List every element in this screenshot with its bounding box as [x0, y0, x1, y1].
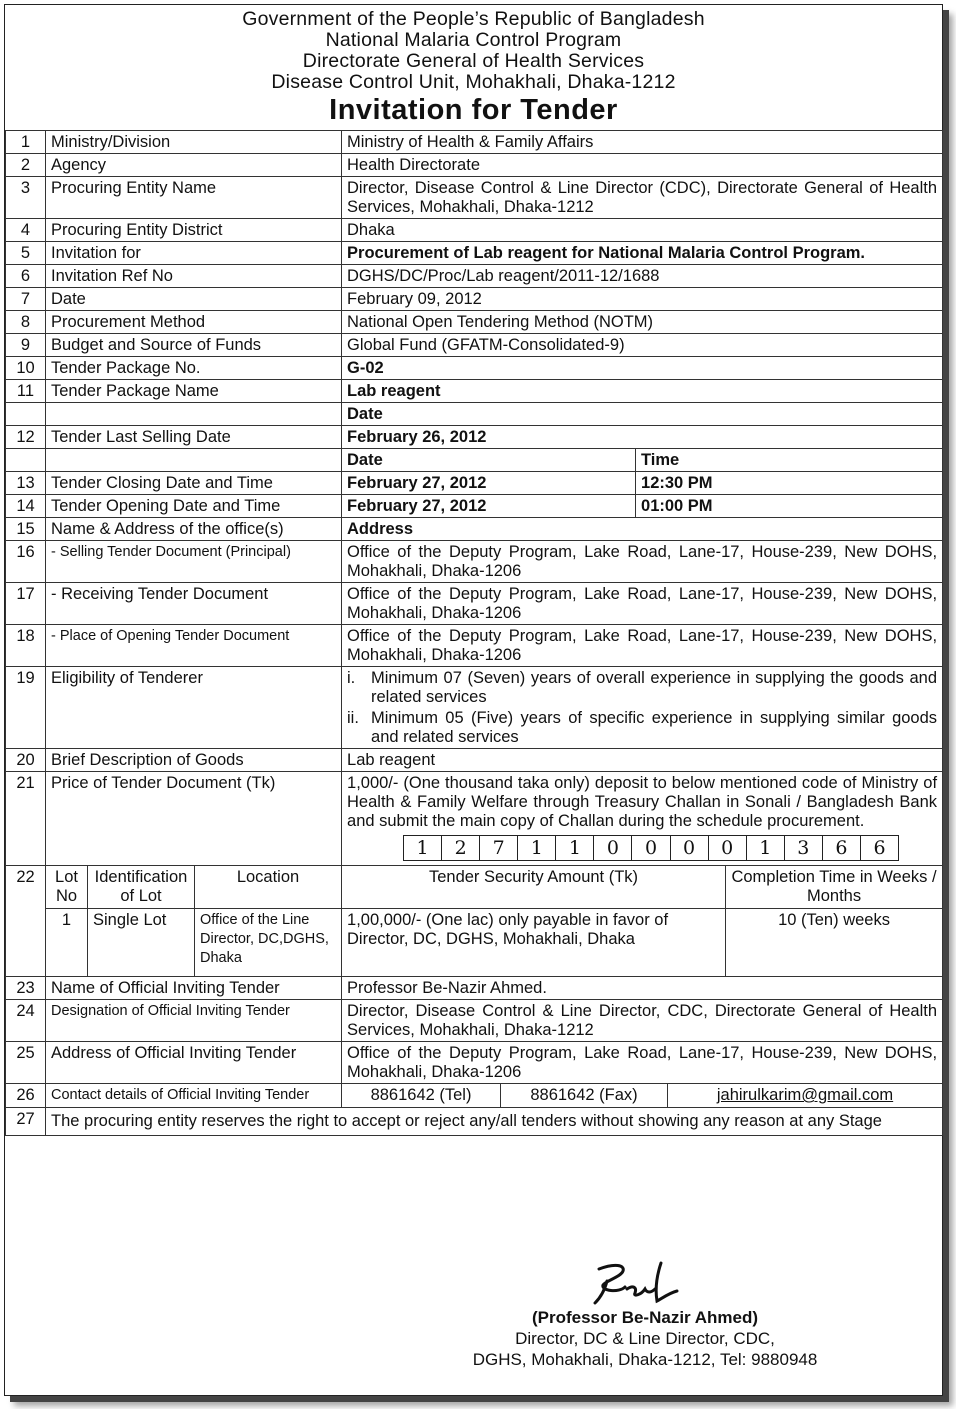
tender-notice	[4, 4, 943, 1396]
row-value: Health Directorate	[342, 154, 943, 177]
tender-table	[5, 130, 943, 1136]
eligibility-item: Minimum 05 (Five) years of specific experience in supplying similar goods and related services	[371, 709, 938, 746]
header-directorate: Directorate General of Health Services	[302, 50, 645, 72]
row-value: Lab reagent	[342, 380, 943, 403]
row-label: - Receiving Tender Document	[46, 583, 342, 625]
table-row: 17 - Receiving Tender Document Office of the Deputy Program, Lake Road, Lane-17, House-239, New DOHS, Mohakhali, Dhaka-1206	[6, 583, 943, 625]
row-label: Procuring Entity District	[46, 219, 342, 242]
time-header: Time	[636, 449, 943, 472]
row-value: February 09, 2012	[342, 288, 943, 311]
code-digit: 1	[518, 836, 556, 860]
row-label: Contact details of Official Inviting Tender	[46, 1084, 342, 1108]
table-row: 8 Procurement Method National Open Tendering Method (NOTM)	[6, 311, 943, 334]
table-row: 27 The procuring entity reserves the right to accept or reject any/all tenders without showing any reason at any Stage	[6, 1108, 943, 1136]
header-program: National Malaria Control Program	[325, 29, 622, 51]
eligibility-list: i. Minimum 07 (Seven) years of overall experience in supplying the goods and related services ii. Minimum 05 (Five) years of specific experience in supplying similar goods and related services	[342, 667, 943, 749]
row-label: Agency	[46, 154, 342, 177]
table-row: 11 Tender Package Name Lab reagent	[6, 380, 943, 403]
table-row: 16 - Selling Tender Document (Principal) Office of the Deputy Program, Lake Road, Lane-17, House-239, New DOHS, Mohakhali, Dhaka-1206	[6, 541, 943, 583]
code-digit: 0	[709, 836, 747, 860]
lot-location: Office of the Line Director, DC,DGHS, Dhaka	[195, 909, 342, 977]
tender-security: 1,00,000/- (One lac) only payable in favor of Director, DC, DGHS, Mohakhali, Dhaka	[342, 909, 726, 977]
table-row: 21 Price of Tender Document (Tk) 1,000/- (One thousand taka only) deposit to below mentioned code of Ministry of Health & Family Welfare through Treasury Challan in Sonali / Bangladesh Bank and submit the main copy of Challan during the schedule procurement. 1 2 7 1 1 0 0 0 0 1 3 6 6	[6, 772, 943, 866]
table-row: 6 Invitation Ref No DGHS/DC/Proc/Lab reagent/2011-12/1688	[6, 265, 943, 288]
table-row: 25 Address of Official Inviting Tender Office of the Deputy Program, Lake Road, Lane-17, House-239, New DOHS, Mohakhali, Dhaka-1206	[6, 1042, 943, 1084]
date-header: Date	[342, 449, 636, 472]
code-digit: 0	[594, 836, 632, 860]
completion-time: 10 (Ten) weeks	[726, 909, 943, 977]
signatory-name: (Professor Be-Nazir Ahmed)	[531, 1308, 759, 1327]
signature-block	[435, 1267, 855, 1370]
contact-email[interactable]: jahirulkarim@gmail.com	[716, 1086, 894, 1104]
row-label: Price of Tender Document (Tk)	[46, 772, 342, 866]
table-row: 24 Designation of Official Inviting Tender Director, Disease Control & Line Director, CDC, Directorate General of Health Services, Mohakhali, Dhaka-1212	[6, 1000, 943, 1042]
table-row: 9 Budget and Source of Funds Global Fund (GFATM-Consolidated-9)	[6, 334, 943, 357]
row-value: Procurement of Lab reagent for National Malaria Control Program.	[342, 242, 943, 265]
code-digit: 2	[442, 836, 480, 860]
reservation-clause: The procuring entity reserves the right to accept or reject any/all tenders without showing any reason at any Stage	[46, 1108, 943, 1136]
contact-fax: 8861642 (Fax)	[501, 1084, 668, 1107]
table-row: 23 Name of Official Inviting Tender Professor Be-Nazir Ahmed.	[6, 977, 943, 1000]
eligibility-item: Minimum 07 (Seven) years of overall experience in supplying the goods and related services	[371, 669, 938, 706]
row-value: Address	[342, 518, 943, 541]
notice-header	[5, 9, 942, 126]
row-value: Director, Disease Control & Line Director (CDC), Directorate General of Health Services, Mohakhali, Dhaka-1212	[342, 177, 943, 219]
table-row: 1 Ministry/Division Ministry of Health & Family Affairs	[6, 131, 943, 154]
table-row: 7 Date February 09, 2012	[6, 288, 943, 311]
row-label: Tender Last Selling Date	[46, 426, 342, 449]
header-government: Government of the People’s Republic of Bangladesh	[242, 8, 705, 30]
contact-tel: 8861642 (Tel)	[342, 1084, 501, 1107]
row-value: Ministry of Health & Family Affairs	[342, 131, 943, 154]
table-row: 2 Agency Health Directorate	[6, 154, 943, 177]
table-row: 13 Tender Closing Date and Time February 27, 2012 12:30 PM	[6, 472, 943, 495]
row-label: Brief Description of Goods	[46, 749, 342, 772]
row-label: Tender Package Name	[46, 380, 342, 403]
code-digit: 0	[632, 836, 670, 860]
row-value: Global Fund (GFATM-Consolidated-9)	[342, 334, 943, 357]
row-value: National Open Tendering Method (NOTM)	[342, 311, 943, 334]
row-label: Procurement Method	[46, 311, 342, 334]
table-row: 26 Contact details of Official Inviting Tender 8861642 (Tel) 8861642 (Fax) jahirulkarim@gmail.com	[6, 1084, 943, 1108]
lot-identification: Single Lot	[88, 909, 195, 977]
table-row	[6, 449, 943, 472]
table-row	[6, 909, 943, 977]
code-digit: 6	[873, 837, 886, 859]
row-value: Office of the Deputy Program, Lake Road, Lane-17, House-239, New DOHS, Mohakhali, Dhaka-1206	[342, 625, 943, 667]
row-label: Ministry/Division	[46, 131, 342, 154]
row-label: Date	[46, 288, 342, 311]
notice-title: Invitation for Tender	[329, 94, 618, 126]
signatory-address: DGHS, Mohakhali, Dhaka-1212, Tel: 9880948	[472, 1350, 818, 1369]
row-value: 1,000/- (One thousand taka only) deposit to below mentioned code of Ministry of Health & Family Welfare through Treasury Challan in Sonali / Bangladesh Bank and submit the main copy of Challan during the schedule procurement.	[347, 774, 938, 830]
row-label: - Selling Tender Document (Principal)	[46, 541, 342, 583]
table-row: 20 Brief Description of Goods Lab reagent	[6, 749, 943, 772]
table-row: 15 Name & Address of the office(s) Address	[6, 518, 943, 541]
row-label: Tender Package No.	[46, 357, 342, 380]
row-label: Tender Closing Date and Time	[46, 472, 342, 495]
treasury-code	[403, 835, 899, 861]
signature-icon	[585, 1259, 695, 1305]
table-row: 14 Tender Opening Date and Time February 27, 2012 01:00 PM	[6, 495, 943, 518]
row-value: G-02	[342, 357, 943, 380]
security-header: Tender Security Amount (Tk)	[342, 866, 726, 909]
row-value: Lab reagent	[342, 749, 943, 772]
row-value: Director, Disease Control & Line Director, CDC, Directorate General of Health Services, Mohakhali, Dhaka-1212	[342, 1000, 943, 1042]
row-label: Tender Opening Date and Time	[46, 495, 342, 518]
table-row: 10 Tender Package No. G-02	[6, 357, 943, 380]
opening-date: February 27, 2012	[342, 495, 636, 518]
table-row: 3 Procuring Entity Name Director, Disease Control & Line Director (CDC), Directorate General of Health Services, Mohakhali, Dhaka-1212	[6, 177, 943, 219]
signatory-designation: Director, DC & Line Director, CDC,	[515, 1329, 775, 1348]
identification-header: Identification of Lot	[88, 866, 195, 909]
row-value: February 26, 2012	[342, 426, 943, 449]
table-row	[6, 403, 943, 426]
header-unit: Disease Control Unit, Mohakhali, Dhaka-1212	[271, 71, 676, 93]
date-header: Date	[342, 403, 943, 426]
row-value: Office of the Deputy Program, Lake Road, Lane-17, House-239, New DOHS, Mohakhali, Dhaka-1206	[342, 583, 943, 625]
lot-header: Lot No	[46, 866, 88, 909]
closing-time: 12:30 PM	[636, 472, 943, 495]
row-label: Budget and Source of Funds	[46, 334, 342, 357]
code-digit: 1	[556, 836, 594, 860]
row-label: Address of Official Inviting Tender	[46, 1042, 342, 1084]
table-row: 22 Lot No Identification of Lot Location Tender Security Amount (Tk) Completion Time in Weeks / Months	[6, 866, 943, 909]
table-row: 5 Invitation for Procurement of Lab reagent for National Malaria Control Program.	[6, 242, 943, 265]
row-label: Eligibility of Tenderer	[46, 667, 342, 749]
code-digit: 6	[823, 836, 861, 860]
row-label: - Place of Opening Tender Document	[46, 625, 342, 667]
table-row: 4 Procuring Entity District Dhaka	[6, 219, 943, 242]
row-label: Designation of Official Inviting Tender	[46, 1000, 342, 1042]
table-row: 18 - Place of Opening Tender Document Office of the Deputy Program, Lake Road, Lane-17, House-239, New DOHS, Mohakhali, Dhaka-1206	[6, 625, 943, 667]
code-digit: 3	[785, 836, 823, 860]
closing-date: February 27, 2012	[342, 472, 636, 495]
code-digit: 1	[404, 836, 442, 860]
lot-number: 1	[46, 909, 88, 977]
code-digit: 7	[480, 836, 518, 860]
row-label: Name of Official Inviting Tender	[46, 977, 342, 1000]
row-value: Dhaka	[342, 219, 943, 242]
row-label: Invitation Ref No	[46, 265, 342, 288]
opening-time: 01:00 PM	[636, 495, 943, 518]
row-value: Office of the Deputy Program, Lake Road, Lane-17, House-239, New DOHS, Mohakhali, Dhaka-1206	[342, 1042, 943, 1084]
code-digit: 0	[671, 836, 709, 860]
row-label: Name & Address of the office(s)	[46, 518, 342, 541]
code-digit: 1	[747, 836, 785, 860]
completion-header: Completion Time in Weeks / Months	[726, 866, 943, 909]
row-value: Office of the Deputy Program, Lake Road, Lane-17, House-239, New DOHS, Mohakhali, Dhaka-1206	[342, 541, 943, 583]
location-header: Location	[195, 866, 342, 909]
table-row: 19 Eligibility of Tenderer i. Minimum 07 (Seven) years of overall experience in supplying the goods and related services ii. Minimum 05 (Five) years of specific experience in supplying similar goods and related services	[6, 667, 943, 749]
row-label: Procuring Entity Name	[46, 177, 342, 219]
table-row: 12 Tender Last Selling Date February 26, 2012	[6, 426, 943, 449]
row-label: Invitation for	[46, 242, 342, 265]
row-value: DGHS/DC/Proc/Lab reagent/2011-12/1688	[342, 265, 943, 288]
row-value: Professor Be-Nazir Ahmed.	[342, 977, 943, 1000]
